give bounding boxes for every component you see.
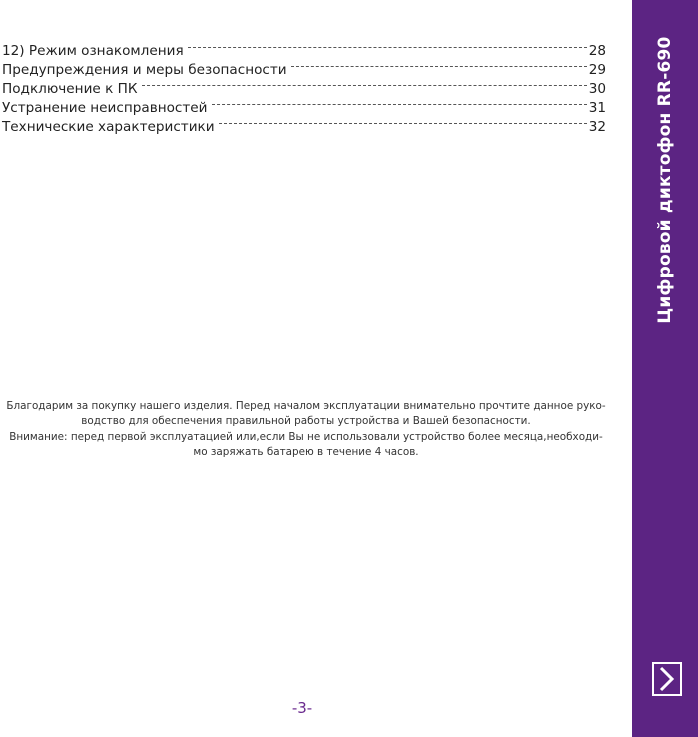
toc-leader [188,36,587,55]
page-number: -3- [291,699,313,717]
toc-entry-label: Устранение неисправностей [2,100,208,116]
toc-entry-label: Подключение к ПК [2,81,138,97]
intro-paragraph [0,399,612,461]
toc-leader [291,55,587,74]
toc-entry-page: 28 [588,43,606,59]
toc-entry-label: 12) Режим ознакомления [2,43,184,59]
toc-entry [2,36,606,59]
toc-leader [219,112,587,131]
intro-line: водство для обеспечения правильной работы устройства и Вашей безопасности. [81,415,531,428]
toc-entry-label: Технические характеристики [2,119,215,135]
intro-line: Благодарим за покупку нашего изделия. Перед началом эксплуатации внимательно прочтите данное руко- [6,400,606,412]
toc-entry-page: 32 [588,119,606,135]
toc-entry-label: Предупреждения и меры безопасности [2,62,287,78]
toc-entry-page: 29 [588,62,606,78]
side-title: Цифровой диктофон RR-690 [655,36,675,324]
toc-entry-page: 30 [588,81,606,97]
table-of-contents [2,36,606,135]
chevron-right-icon [652,662,682,696]
toc-leader [142,74,587,93]
intro-line: Внимание: перед первой эксплуатацией или,если Вы не использовали устройство более месяца,необходи- [9,430,603,443]
toc-leader [212,93,587,112]
next-page-button[interactable] [652,662,682,696]
intro-line: мо заряжать батарею в течение 4 часов. [193,446,419,459]
toc-entry-page: 31 [588,100,606,116]
